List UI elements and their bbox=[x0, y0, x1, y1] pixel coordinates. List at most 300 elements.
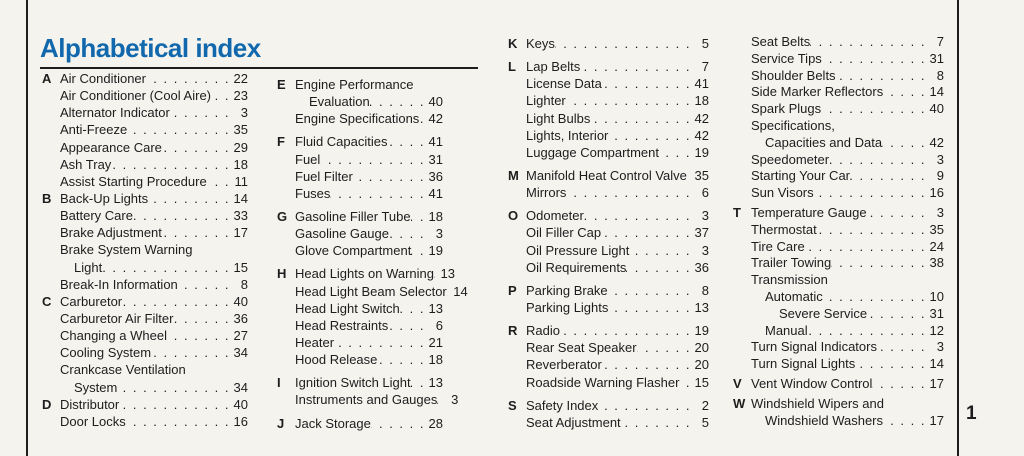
entry-leader-dots bbox=[602, 356, 693, 373]
entry-text: Temperature Gauge bbox=[751, 204, 867, 220]
index-entry bbox=[508, 110, 709, 127]
entry-page-number: 41 bbox=[428, 134, 443, 150]
entry-leader-dots bbox=[330, 185, 427, 202]
index-entry bbox=[733, 152, 944, 169]
entry-text: Trailer Towing bbox=[751, 255, 832, 271]
entry-leader-dots bbox=[659, 144, 693, 161]
entry-page-number: 3 bbox=[701, 242, 709, 258]
entry-page-number: 3 bbox=[451, 392, 459, 408]
index-entry bbox=[508, 127, 709, 144]
entry-text: Automatic bbox=[765, 288, 823, 304]
entry-text: Transmission bbox=[751, 272, 828, 288]
index-column-1 bbox=[42, 70, 248, 430]
entry-text: Light bbox=[74, 259, 103, 275]
entry-text: Evaluation bbox=[309, 94, 370, 110]
index-entry bbox=[42, 327, 248, 344]
index-entry bbox=[42, 173, 248, 190]
entry-letter: M bbox=[508, 167, 519, 183]
entry-page-number: 42 bbox=[694, 127, 709, 143]
index-column-3 bbox=[508, 35, 709, 431]
entry-text: Manifold Heat Control Valve bbox=[526, 167, 687, 183]
entry-letter: C bbox=[42, 293, 52, 309]
index-entry bbox=[733, 306, 944, 323]
index-entry bbox=[508, 322, 709, 339]
entry-text: System bbox=[74, 379, 118, 395]
entry-letter: F bbox=[277, 134, 285, 150]
entry-text: Rear Seat Speaker bbox=[526, 340, 637, 356]
entry-text: Engine Performance bbox=[295, 77, 414, 92]
entry-leader-dots bbox=[122, 293, 232, 310]
index-entry bbox=[733, 185, 944, 202]
entry-page-number: 15 bbox=[233, 259, 248, 275]
index-entry bbox=[508, 207, 709, 224]
entry-page-number: 17 bbox=[233, 225, 248, 241]
entry-page-number: 36 bbox=[428, 168, 443, 184]
entry-text: Lap Belts bbox=[526, 59, 581, 75]
entry-page-number: 28 bbox=[428, 415, 443, 431]
page-title: Alphabetical index bbox=[40, 33, 261, 63]
entry-leader-dots bbox=[872, 376, 928, 393]
index-entry bbox=[42, 361, 248, 378]
entry-leader-dots bbox=[883, 413, 928, 430]
entry-letter: R bbox=[508, 323, 518, 339]
entry-page-number: 8 bbox=[701, 282, 709, 298]
entry-page-number: 16 bbox=[233, 413, 248, 429]
entry-leader-dots bbox=[211, 87, 232, 104]
index-entry bbox=[277, 208, 443, 225]
entry-leader-dots bbox=[602, 75, 693, 92]
entry-leader-dots bbox=[621, 414, 693, 431]
entry-text: Sun Visors bbox=[751, 185, 814, 201]
entry-leader-dots bbox=[133, 207, 232, 224]
index-entry bbox=[42, 104, 248, 121]
entry-text: Ash Tray bbox=[60, 156, 112, 172]
entry-text: Severe Service bbox=[779, 305, 868, 321]
entry-letter: G bbox=[277, 208, 288, 224]
entry-letter: W bbox=[733, 395, 746, 411]
entry-letter: D bbox=[42, 396, 52, 412]
index-entry bbox=[733, 289, 944, 306]
entry-text: Radio bbox=[526, 323, 560, 339]
entry-text: Engine Specifications bbox=[295, 111, 420, 127]
entry-page-number: 16 bbox=[929, 185, 944, 201]
entry-text: Lighter bbox=[526, 93, 566, 109]
entry-text: Safety Index bbox=[526, 397, 599, 413]
entry-page-number: 41 bbox=[428, 185, 443, 201]
entry-page-number: 22 bbox=[233, 71, 248, 86]
index-entry bbox=[277, 334, 443, 351]
entry-leader-dots bbox=[855, 356, 928, 373]
entry-page-number: 3 bbox=[936, 339, 944, 355]
entry-text: Jack Storage bbox=[295, 415, 371, 431]
entry-text: Speedometer bbox=[751, 151, 830, 167]
entry-page-number: 14 bbox=[233, 190, 248, 206]
entry-leader-dots bbox=[580, 58, 693, 75]
index-entry bbox=[508, 92, 709, 109]
entry-page-number: 13 bbox=[440, 266, 455, 282]
entry-text: Gasoline Gauge bbox=[295, 226, 389, 242]
entry-page-number: 15 bbox=[694, 374, 709, 390]
index-entry bbox=[277, 110, 443, 127]
entry-text: Vent Window Control bbox=[751, 375, 873, 391]
index-entry bbox=[508, 184, 709, 201]
entry-text: Keys bbox=[526, 36, 555, 51]
entry-page-number: 3 bbox=[936, 151, 944, 167]
index-entry bbox=[277, 185, 443, 202]
index-entry bbox=[508, 282, 709, 299]
entry-leader-dots bbox=[836, 68, 928, 85]
entry-page-number: 14 bbox=[929, 84, 944, 100]
entry-leader-dots bbox=[882, 135, 928, 152]
index-entry bbox=[277, 151, 443, 168]
entry-text: Parking Lights bbox=[526, 299, 609, 315]
index-entry bbox=[733, 135, 944, 152]
index-entry bbox=[277, 133, 443, 150]
entry-text: Changing a Wheel bbox=[60, 328, 167, 344]
entry-page-number: 2 bbox=[701, 397, 709, 413]
index-entry bbox=[277, 283, 468, 300]
entry-leader-dots bbox=[566, 92, 693, 109]
entry-leader-dots bbox=[805, 239, 928, 256]
index-entry bbox=[733, 101, 944, 118]
entry-text: Oil Pressure Light bbox=[526, 242, 630, 258]
entry-page-number: 5 bbox=[701, 36, 709, 51]
entry-page-number: 8 bbox=[936, 67, 944, 83]
entry-leader-dots bbox=[151, 344, 232, 361]
index-entry bbox=[42, 396, 248, 413]
entry-letter: V bbox=[733, 375, 742, 391]
entry-page-number: 41 bbox=[694, 76, 709, 92]
entry-text: Fuses bbox=[295, 185, 331, 201]
entry-page-number: 19 bbox=[694, 144, 709, 160]
index-entry bbox=[508, 144, 709, 161]
entry-text: Door Locks bbox=[60, 413, 126, 429]
index-entry bbox=[42, 293, 248, 310]
entry-text: Head Light Switch bbox=[295, 300, 400, 316]
entry-leader-dots bbox=[821, 101, 928, 118]
entry-text: Seat Belts bbox=[751, 34, 811, 49]
entry-page-number: 42 bbox=[929, 134, 944, 150]
entry-text: Back-Up Lights bbox=[60, 190, 149, 206]
index-entry bbox=[733, 376, 944, 393]
entry-leader-dots bbox=[629, 242, 693, 259]
entry-letter: E bbox=[277, 77, 286, 92]
index-entry bbox=[733, 205, 944, 222]
entry-letter: A bbox=[42, 71, 52, 86]
entry-text: Ignition Switch Light bbox=[295, 375, 411, 391]
entry-leader-dots bbox=[555, 35, 693, 52]
index-entry bbox=[277, 225, 443, 242]
entry-text: Brake System Warning bbox=[60, 242, 193, 258]
entry-page-number: 13 bbox=[694, 299, 709, 315]
entry-text: Lights, Interior bbox=[526, 127, 609, 143]
entry-text: Reverberator bbox=[526, 357, 602, 373]
entry-text: Thermostat bbox=[751, 221, 817, 237]
entry-page-number: 10 bbox=[929, 288, 944, 304]
title-rule bbox=[40, 67, 478, 69]
index-entry bbox=[508, 356, 709, 373]
index-entry bbox=[277, 351, 443, 368]
entry-text: Carburetor Air Filter bbox=[60, 310, 174, 326]
entry-page-number: 35 bbox=[694, 167, 709, 183]
page-number: 1 bbox=[966, 403, 977, 424]
entry-leader-dots bbox=[679, 374, 693, 391]
entry-leader-dots bbox=[810, 34, 928, 51]
entry-page-number: 17 bbox=[929, 375, 944, 391]
index-entry bbox=[277, 391, 459, 408]
index-entry bbox=[733, 34, 944, 51]
entry-leader-dots bbox=[162, 224, 232, 241]
entry-page-number: 12 bbox=[929, 322, 944, 338]
entry-text: Appearance Care bbox=[60, 139, 162, 155]
entry-leader-dots bbox=[334, 334, 427, 351]
index-entry bbox=[508, 374, 709, 391]
index-entry bbox=[277, 242, 443, 259]
entry-text: Gasoline Filler Tube bbox=[295, 208, 411, 224]
entry-page-number: 29 bbox=[233, 139, 248, 155]
entry-leader-dots bbox=[608, 282, 693, 299]
entry-text: Assist Starting Procedure bbox=[60, 173, 207, 189]
entry-text: Head Lights on Warning bbox=[295, 266, 434, 282]
entry-leader-dots bbox=[388, 133, 428, 150]
entry-leader-dots bbox=[148, 190, 232, 207]
index-entry bbox=[277, 415, 443, 432]
index-entry bbox=[733, 118, 944, 135]
index-entry bbox=[42, 190, 248, 207]
index-entry bbox=[733, 272, 944, 289]
entry-leader-dots bbox=[320, 151, 427, 168]
entry-text: Glove Compartment bbox=[295, 243, 412, 259]
entry-leader-dots bbox=[867, 306, 928, 323]
index-entry bbox=[733, 239, 944, 256]
entry-page-number: 40 bbox=[929, 101, 944, 117]
entry-leader-dots bbox=[411, 374, 427, 391]
right-edge-rule bbox=[957, 0, 959, 456]
entry-page-number: 31 bbox=[929, 50, 944, 66]
entry-leader-dots bbox=[411, 242, 427, 259]
entry-page-number: 3 bbox=[701, 208, 709, 224]
index-entry bbox=[42, 224, 248, 241]
entry-text: Hood Release bbox=[295, 352, 378, 368]
index-entry bbox=[42, 139, 248, 156]
entry-text: Mirrors bbox=[526, 185, 567, 201]
index-entry bbox=[508, 224, 709, 241]
entry-page-number: 3 bbox=[936, 204, 944, 220]
entry-leader-dots bbox=[207, 173, 232, 190]
index-entry bbox=[277, 168, 443, 185]
entry-leader-dots bbox=[560, 322, 693, 339]
entry-leader-dots bbox=[127, 121, 232, 138]
index-entry bbox=[42, 70, 248, 87]
entry-leader-dots bbox=[831, 255, 928, 272]
entry-text: Shoulder Belts bbox=[751, 67, 836, 83]
entry-text: Seat Adjustment bbox=[526, 414, 621, 430]
entry-page-number: 18 bbox=[428, 352, 443, 368]
entry-text: Crankcase Ventilation bbox=[60, 362, 186, 378]
index-column-4 bbox=[733, 34, 944, 429]
entry-text: Head Light Beam Selector bbox=[295, 283, 447, 299]
entry-page-number: 13 bbox=[428, 300, 443, 316]
entry-text: Light Bulbs bbox=[526, 110, 591, 126]
entry-leader-dots bbox=[608, 299, 693, 316]
entry-letter: T bbox=[733, 204, 741, 220]
entry-letter: K bbox=[508, 36, 518, 51]
entry-text: Air Conditioner (Cool Aire) bbox=[60, 88, 212, 104]
entry-text: Break-In Information bbox=[60, 276, 178, 292]
entry-page-number: 3 bbox=[435, 226, 443, 242]
index-entry bbox=[42, 121, 248, 138]
entry-text: Oil Filler Cap bbox=[526, 225, 602, 241]
entry-leader-dots bbox=[626, 259, 693, 276]
entry-leader-dots bbox=[389, 225, 427, 242]
entry-leader-dots bbox=[637, 339, 693, 356]
index-entry bbox=[733, 356, 944, 373]
entry-text: Instruments and Gauges bbox=[295, 392, 438, 408]
entry-text: Brake Adjustment bbox=[60, 225, 162, 241]
entry-text: Tire Care bbox=[751, 238, 805, 254]
index-entry bbox=[733, 222, 944, 239]
entry-page-number: 40 bbox=[233, 293, 248, 309]
entry-leader-dots bbox=[850, 168, 928, 185]
entry-text: Air Conditioner bbox=[60, 71, 146, 86]
entry-leader-dots bbox=[601, 224, 693, 241]
entry-text: Luggage Compartment bbox=[526, 144, 659, 160]
entry-page-number: 36 bbox=[694, 259, 709, 275]
entry-page-number: 23 bbox=[233, 88, 248, 104]
index-entry bbox=[508, 167, 709, 184]
index-entry bbox=[508, 259, 709, 276]
entry-leader-dots bbox=[411, 208, 427, 225]
entry-page-number: 40 bbox=[428, 94, 443, 110]
entry-page-number: 20 bbox=[694, 357, 709, 373]
entry-page-number: 8 bbox=[240, 276, 248, 292]
entry-text: Roadside Warning Flasher bbox=[526, 374, 680, 390]
entry-text: Spark Plugs bbox=[751, 101, 822, 117]
index-entry bbox=[508, 414, 709, 431]
entry-leader-dots bbox=[102, 259, 232, 276]
entry-page-number: 11 bbox=[234, 173, 248, 189]
entry-leader-dots bbox=[117, 379, 232, 396]
index-entry bbox=[42, 413, 248, 430]
entry-page-number: 31 bbox=[929, 305, 944, 321]
entry-text: Distributor bbox=[60, 396, 120, 412]
entry-leader-dots bbox=[584, 207, 693, 224]
index-entry bbox=[508, 299, 709, 316]
entry-text: Carburetor bbox=[60, 293, 123, 309]
entry-page-number: 36 bbox=[233, 310, 248, 326]
entry-page-number: 7 bbox=[936, 34, 944, 49]
entry-text: Alternator Indicator bbox=[60, 105, 170, 121]
entry-leader-dots bbox=[823, 289, 928, 306]
index-entry bbox=[508, 35, 709, 52]
index-entry bbox=[733, 84, 944, 101]
entry-page-number: 40 bbox=[233, 396, 248, 412]
index-entry bbox=[42, 207, 248, 224]
index-entry bbox=[42, 87, 248, 104]
index-entry bbox=[277, 317, 443, 334]
entry-page-number: 17 bbox=[929, 412, 944, 428]
entry-page-number: 42 bbox=[694, 110, 709, 126]
entry-page-number: 5 bbox=[701, 414, 709, 430]
index-entry bbox=[42, 310, 248, 327]
entry-text: Windshield Washers bbox=[765, 412, 884, 428]
entry-page-number: 14 bbox=[929, 356, 944, 372]
index-entry bbox=[733, 339, 944, 356]
entry-text: Service Tips bbox=[751, 50, 822, 66]
index-entry bbox=[42, 344, 248, 361]
entry-text: License Data bbox=[526, 76, 602, 92]
entry-page-number: 9 bbox=[936, 168, 944, 184]
entry-text: Windshield Wipers and bbox=[751, 395, 884, 411]
entry-leader-dots bbox=[353, 168, 427, 185]
index-entry bbox=[277, 265, 455, 282]
index-entry bbox=[733, 396, 944, 413]
entry-leader-dots bbox=[126, 413, 232, 430]
index-entry bbox=[733, 51, 944, 68]
index-entry bbox=[42, 241, 248, 258]
entry-page-number: 38 bbox=[929, 255, 944, 271]
entry-leader-dots bbox=[167, 327, 232, 344]
entry-leader-dots bbox=[867, 205, 928, 222]
index-entry bbox=[508, 397, 709, 414]
entry-page-number: 18 bbox=[428, 208, 443, 224]
entry-leader-dots bbox=[829, 152, 928, 169]
entry-letter: P bbox=[508, 282, 517, 298]
entry-page-number: 42 bbox=[428, 111, 443, 127]
entry-leader-dots bbox=[119, 396, 232, 413]
index-entry bbox=[277, 93, 443, 110]
index-entry bbox=[733, 413, 944, 430]
index-entry bbox=[508, 339, 709, 356]
index-entry bbox=[277, 76, 443, 93]
entry-leader-dots bbox=[146, 70, 232, 87]
index-entry bbox=[42, 379, 248, 396]
index-entry bbox=[733, 68, 944, 85]
entry-text: Starting Your Car bbox=[751, 168, 851, 184]
entry-page-number: 37 bbox=[694, 225, 709, 241]
index-entry bbox=[277, 374, 443, 391]
entry-page-number: 3 bbox=[240, 105, 248, 121]
entry-page-number: 19 bbox=[428, 243, 443, 259]
entry-leader-dots bbox=[817, 222, 928, 239]
entry-text: Anti-Freeze bbox=[60, 122, 128, 138]
index-entry bbox=[508, 58, 709, 75]
left-edge-rule bbox=[26, 0, 28, 456]
index-entry bbox=[733, 323, 944, 340]
entry-leader-dots bbox=[608, 127, 693, 144]
entry-text: Battery Care bbox=[60, 208, 133, 224]
entry-leader-dots bbox=[388, 317, 427, 334]
entry-page-number: 33 bbox=[233, 208, 248, 224]
entry-text: Specifications, bbox=[751, 117, 835, 133]
index-entry bbox=[733, 168, 944, 185]
entry-leader-dots bbox=[822, 51, 928, 68]
entry-leader-dots bbox=[371, 415, 427, 432]
entry-page-number: 34 bbox=[233, 345, 248, 361]
entry-text: Manual bbox=[765, 322, 808, 338]
entry-text: Fluid Capacities bbox=[295, 134, 388, 150]
entry-text: Fuel Filter bbox=[295, 168, 353, 184]
index-entry bbox=[42, 259, 248, 276]
entry-text: Odometer bbox=[526, 208, 584, 224]
entry-leader-dots bbox=[162, 139, 232, 156]
index-entry bbox=[42, 276, 248, 293]
entry-page-number: 21 bbox=[428, 334, 443, 350]
entry-text: Oil Requirements bbox=[526, 259, 627, 275]
entry-page-number: 18 bbox=[233, 156, 248, 172]
index-entry bbox=[733, 255, 944, 272]
entry-letter: H bbox=[277, 266, 287, 282]
